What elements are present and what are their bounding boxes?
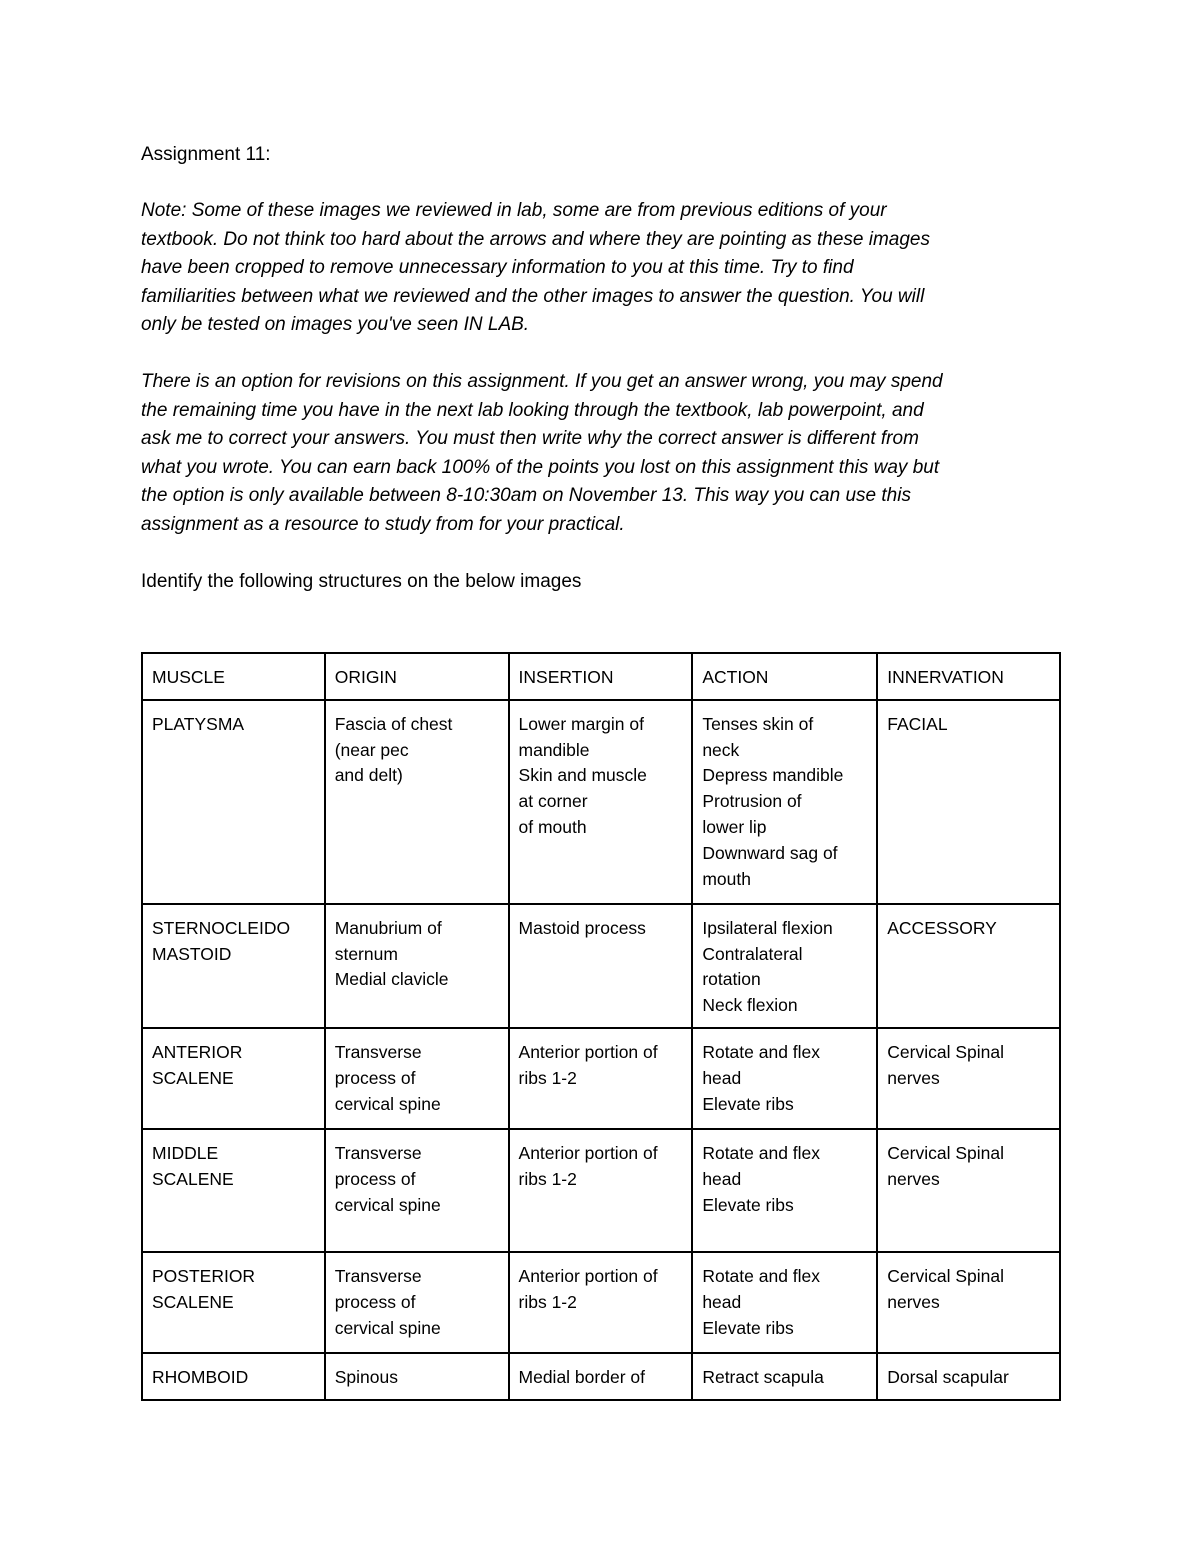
revision-line: assignment as a resource to study from for your practical. (141, 513, 625, 535)
cell-line: cervical spine (334, 1317, 441, 1338)
cell-line: mouth (702, 868, 751, 889)
cell-line: Spinous (334, 1366, 398, 1387)
cell-muscle (142, 904, 325, 1028)
cell-line: POSTERIOR (152, 1265, 256, 1286)
cell-line: Neck flexion (702, 995, 798, 1016)
note-line: only be tested on images you've seen IN LAB. (141, 314, 530, 336)
revision-line: the remaining time you have in the next lab looking through the textbook, lab powerpoint, and (141, 399, 924, 421)
cell-line: of mouth (518, 816, 587, 837)
cell-line: Elevate ribs (702, 1093, 794, 1114)
table-row (142, 904, 1060, 1028)
header-origin: ORIGIN (325, 653, 509, 700)
cell-line: SCALENE (152, 1067, 234, 1088)
cell-innervation (877, 1028, 1060, 1129)
revision-paragraph (141, 368, 943, 540)
cell-line: cervical spine (334, 1194, 441, 1215)
muscle-table-body (142, 653, 1060, 1400)
cell-line: mandible (518, 739, 590, 760)
cell-line: ribs 1-2 (518, 1168, 577, 1189)
table-row (142, 1252, 1060, 1353)
cell-line: Anterior portion of (518, 1142, 658, 1163)
muscle-table (141, 652, 1061, 1401)
cell-line: lower lip (702, 816, 767, 837)
cell-line: PLATYSMA (152, 713, 245, 734)
revision-line: what you wrote. You can earn back 100% of the points you lost on this assignment this way but (141, 456, 940, 478)
cell-line: Transverse (334, 1265, 422, 1286)
cell-line: Manubrium of (334, 917, 442, 938)
cell-innervation (877, 700, 1060, 904)
cell-line: SCALENE (152, 1291, 234, 1312)
cell-line: Elevate ribs (702, 1317, 794, 1338)
table-row (142, 700, 1060, 904)
cell-line: Anterior portion of (518, 1265, 658, 1286)
cell-line: Mastoid process (518, 917, 646, 938)
cell-line: process of (334, 1067, 416, 1088)
cell-line: and delt) (334, 765, 403, 786)
cell-innervation (877, 904, 1060, 1028)
cell-action (692, 1252, 877, 1353)
cell-line: nerves (887, 1291, 940, 1312)
revision-line: the option is only available between 8-10:30am on November 13. This way you can use this (141, 485, 911, 507)
table-row (142, 1028, 1060, 1129)
cell-muscle (142, 700, 325, 904)
cell-line: Dorsal scapular (887, 1366, 1009, 1387)
cell-line: STERNOCLEIDO (152, 917, 291, 938)
cell-muscle (142, 1028, 325, 1129)
cell-line: process of (334, 1291, 416, 1312)
cell-line: Cervical Spinal (887, 1265, 1004, 1286)
cell-line: Anterior portion of (518, 1041, 658, 1062)
cell-line: at corner (518, 791, 588, 812)
assignment-title: Assignment 11: (141, 144, 271, 165)
cell-line: ACCESSORY (887, 917, 997, 938)
cell-line: Transverse (334, 1142, 422, 1163)
cell-line: Retract scapula (702, 1366, 824, 1387)
cell-line: Rotate and flex (702, 1041, 821, 1062)
cell-origin (325, 904, 509, 1028)
table-header-row (142, 653, 1060, 700)
cell-muscle (142, 1252, 325, 1353)
header-insertion: INSERTION (509, 653, 693, 700)
cell-origin (325, 700, 509, 904)
cell-line: Medial border of (518, 1366, 645, 1387)
cell-origin (325, 1353, 509, 1400)
cell-line: ANTERIOR (152, 1041, 243, 1062)
header-action: ACTION (692, 653, 877, 700)
cell-line: (near pec (334, 739, 409, 760)
table-row (142, 1353, 1060, 1400)
cell-insertion (509, 700, 693, 904)
header-muscle: MUSCLE (142, 653, 325, 700)
cell-insertion (509, 1129, 693, 1252)
cell-line: Downward sag of (702, 842, 838, 863)
cell-line: head (702, 1067, 742, 1088)
cell-line: rotation (702, 969, 761, 990)
cell-line: RHOMBOID (152, 1366, 249, 1387)
cell-action (692, 904, 877, 1028)
cell-insertion (509, 1353, 693, 1400)
cell-insertion (509, 1028, 693, 1129)
cell-line: cervical spine (334, 1093, 441, 1114)
cell-line: SCALENE (152, 1168, 234, 1189)
revision-line: ask me to correct your answers. You must then write why the correct answer is different from (141, 428, 919, 450)
cell-line: Protrusion of (702, 791, 802, 812)
cell-action (692, 700, 877, 904)
cell-line: Transverse (334, 1041, 422, 1062)
cell-line: process of (334, 1168, 416, 1189)
cell-line: Skin and muscle (518, 765, 647, 786)
note-line: textbook. Do not think too hard about the arrows and where they are pointing as these images (141, 228, 930, 250)
cell-innervation (877, 1252, 1060, 1353)
cell-line: sternum (334, 943, 398, 964)
cell-innervation (877, 1129, 1060, 1252)
cell-line: nerves (887, 1067, 940, 1088)
cell-line: neck (702, 739, 740, 760)
cell-line: Elevate ribs (702, 1194, 794, 1215)
cell-origin (325, 1028, 509, 1129)
cell-line: head (702, 1291, 742, 1312)
cell-line: Lower margin of (518, 713, 644, 734)
cell-line: Medial clavicle (334, 969, 449, 990)
cell-action (692, 1028, 877, 1129)
cell-origin (325, 1252, 509, 1353)
cell-line: Depress mandible (702, 765, 844, 786)
cell-line: ribs 1-2 (518, 1067, 577, 1088)
cell-insertion (509, 1252, 693, 1353)
note-line: have been cropped to remove unnecessary information to you at this time. Try to find (141, 257, 854, 279)
cell-action (692, 1129, 877, 1252)
cell-line: Contralateral (702, 943, 803, 964)
cell-line: nerves (887, 1168, 940, 1189)
header-innervation: INNERVATION (877, 653, 1060, 700)
cell-origin (325, 1129, 509, 1252)
cell-action (692, 1353, 877, 1400)
cell-line: Rotate and flex (702, 1265, 821, 1286)
revision-line: There is an option for revisions on this assignment. If you get an answer wrong, you may spend (141, 371, 943, 392)
note-line: Note: Some of these images we reviewed in lab, some are from previous editions of your (141, 200, 887, 221)
cell-line: Fascia of chest (334, 713, 453, 734)
cell-innervation (877, 1353, 1060, 1400)
note-line: familiarities between what we reviewed and the other images to answer the question. You will (141, 285, 925, 307)
cell-line: Tenses skin of (702, 713, 814, 734)
note-paragraph (141, 197, 930, 340)
cell-line: MIDDLE (152, 1142, 219, 1163)
cell-line: MASTOID (152, 943, 232, 964)
cell-line: head (702, 1168, 742, 1189)
cell-line: Cervical Spinal (887, 1041, 1004, 1062)
cell-line: ribs 1-2 (518, 1291, 577, 1312)
table-row (142, 1129, 1060, 1252)
cell-line: Rotate and flex (702, 1142, 821, 1163)
cell-line: FACIAL (887, 713, 948, 734)
cell-line: Cervical Spinal (887, 1142, 1004, 1163)
cell-insertion (509, 904, 693, 1028)
cell-muscle (142, 1353, 325, 1400)
instruction-text: Identify the following structures on the below images (141, 571, 582, 592)
cell-muscle (142, 1129, 325, 1252)
cell-line: Ipsilateral flexion (702, 917, 833, 938)
